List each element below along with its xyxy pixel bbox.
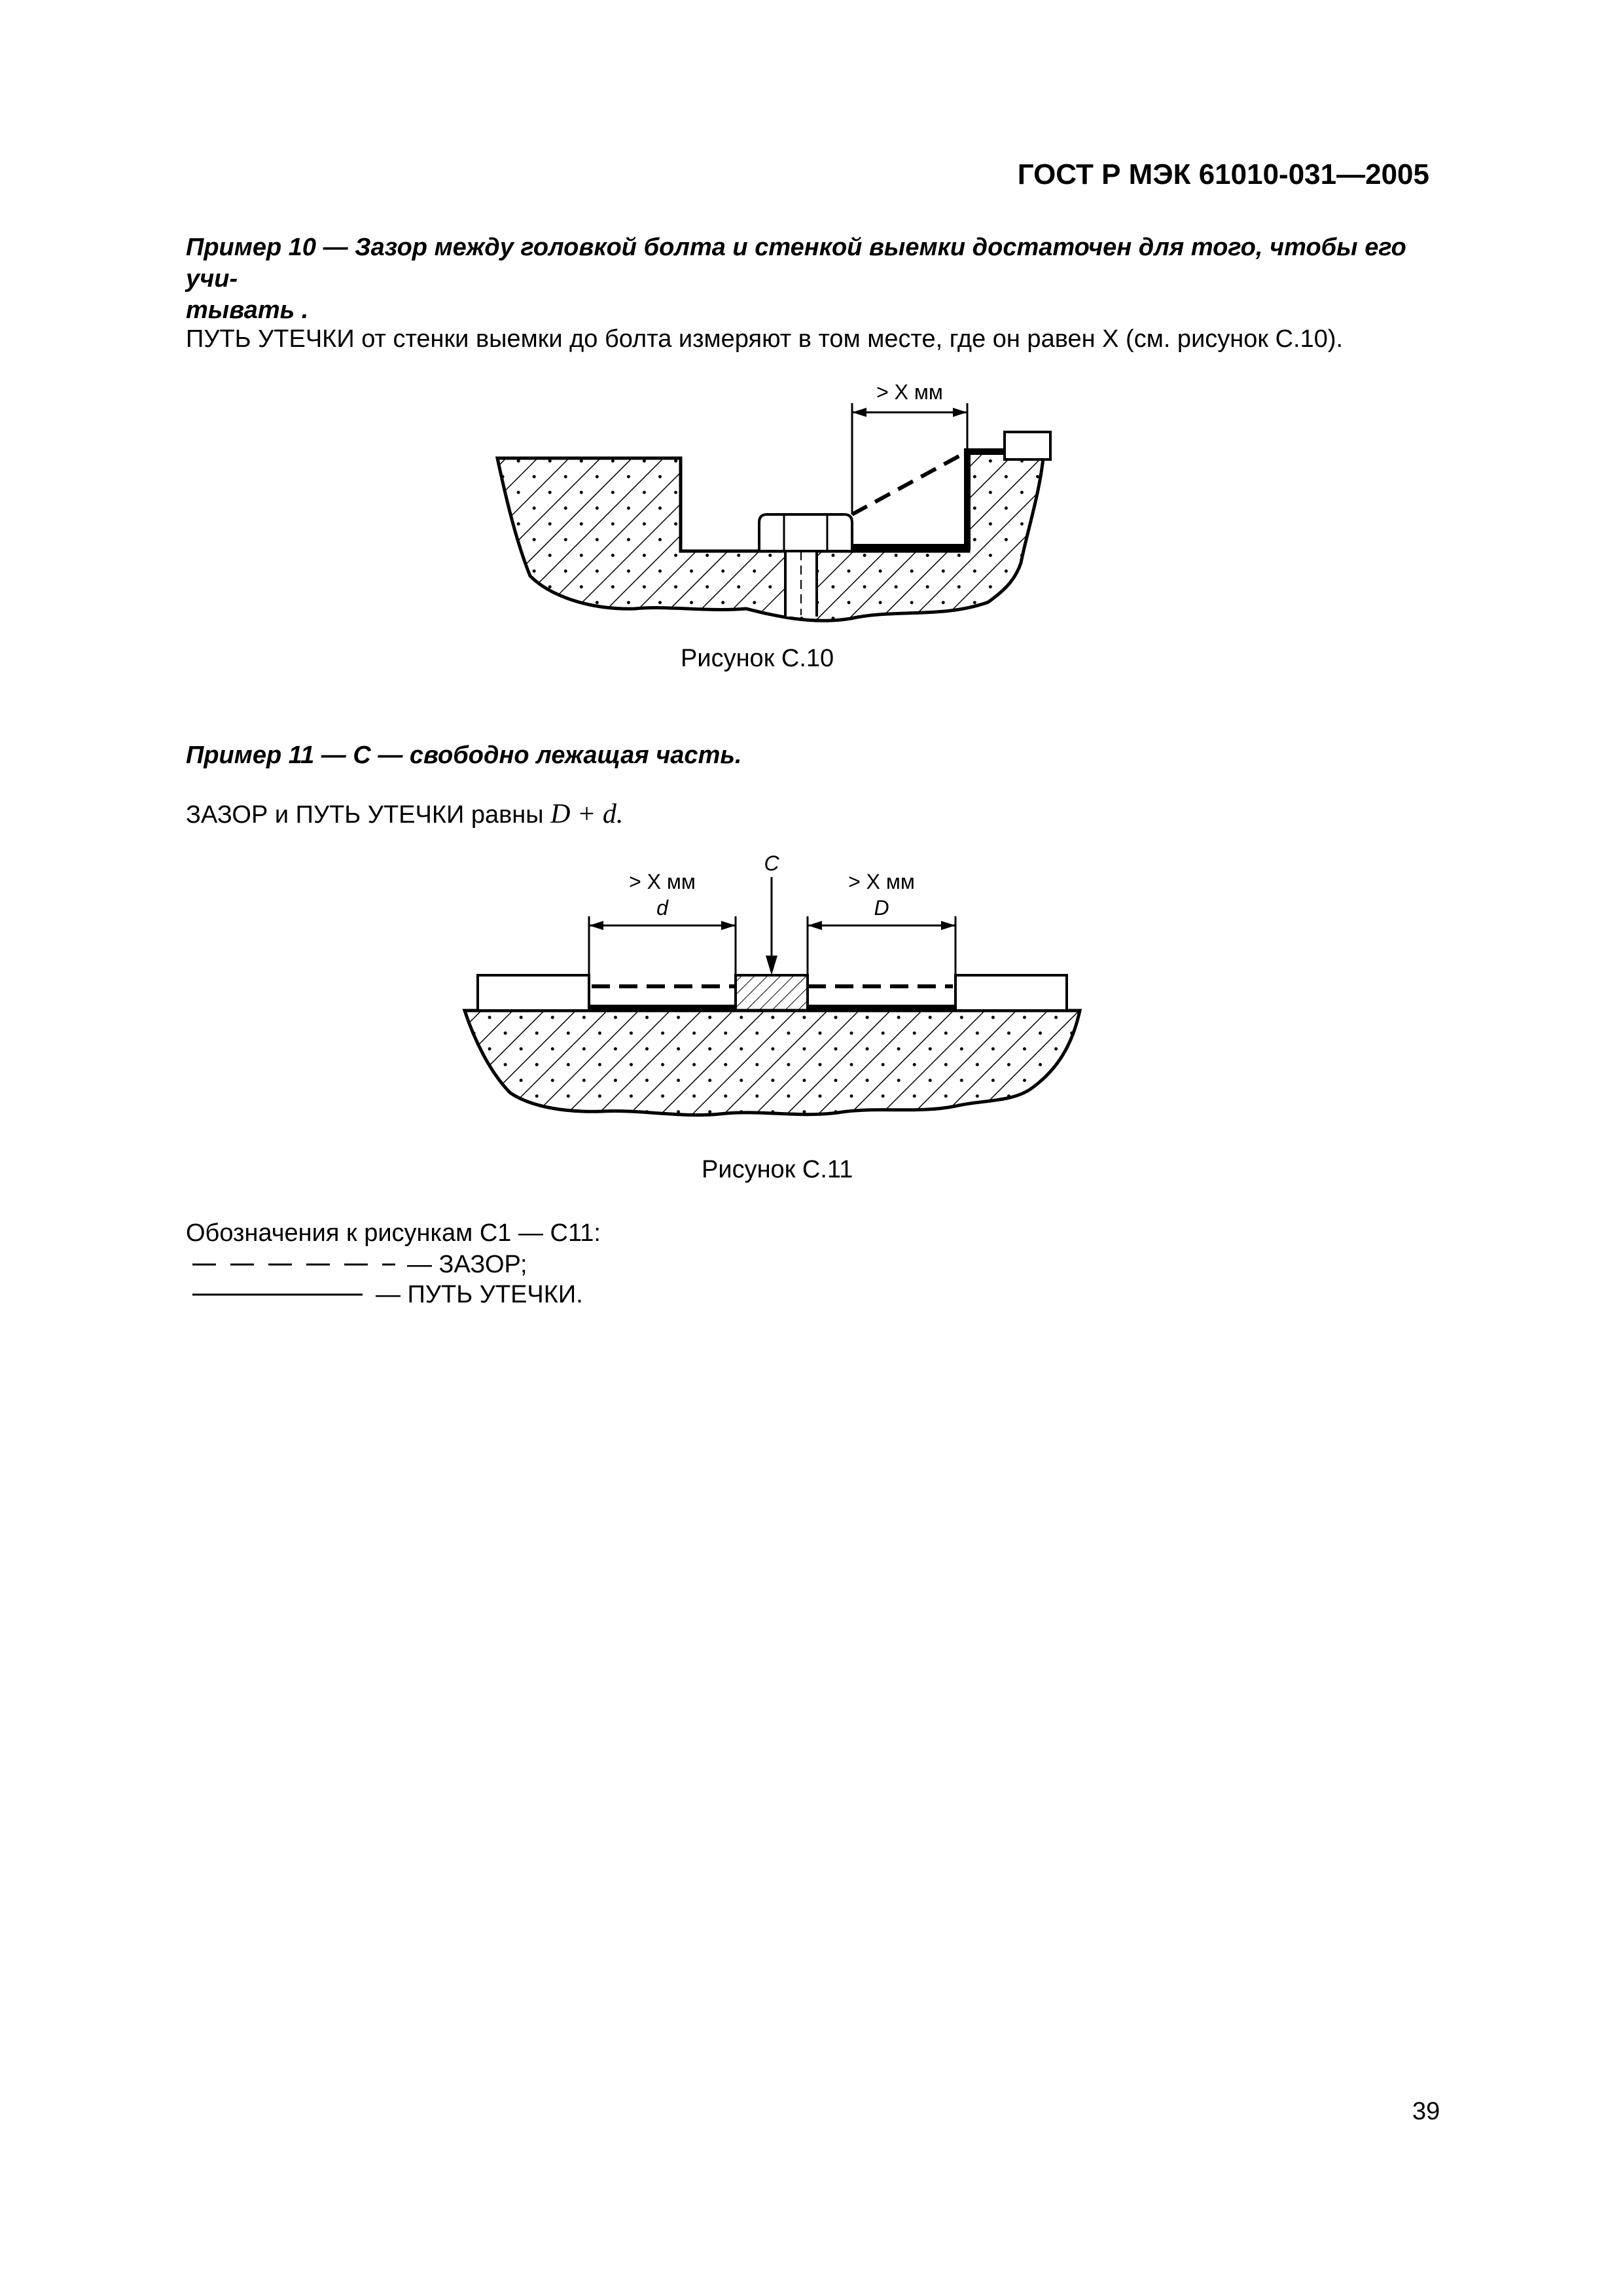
legend-title: Обозначения к рисункам С1 — С11: bbox=[186, 1219, 601, 1247]
c11-floating-part bbox=[736, 975, 808, 1011]
example-10-title-line1: Пример 10 — Зазор между головкой болта и стенкой выемки достаточен для того, чтобы его учи- bbox=[186, 234, 1406, 293]
example-11-title: Пример 11 — C — свободно лежащая часть. bbox=[186, 742, 742, 769]
c10-clearance-line bbox=[852, 452, 967, 514]
c10-dimension-label: > X мм bbox=[876, 380, 943, 404]
document-header: ГОСТ Р МЭК 61010-031—2005 bbox=[1017, 158, 1429, 190]
c11-right-plate bbox=[955, 975, 1067, 1011]
legend-creepage-label: — ПУТЬ УТЕЧКИ. bbox=[376, 1281, 583, 1308]
c11-label-c: C bbox=[764, 852, 779, 875]
example-10-text: ПУТЬ УТЕЧКИ от стенки выемки до болта измеряют в том месте, где он равен X (см. рисунок С.10). bbox=[186, 325, 1344, 353]
legend-dashed-line bbox=[192, 1258, 395, 1271]
legend-solid-line bbox=[192, 1288, 363, 1301]
legend-clearance-label: — ЗАЗОР; bbox=[407, 1251, 527, 1278]
example-11-text-prefix: ЗАЗОР и ПУТЬ УТЕЧКИ равны bbox=[186, 801, 551, 829]
figure-c10 bbox=[471, 367, 1099, 641]
legend-clearance bbox=[192, 1249, 527, 1280]
example-10-title bbox=[186, 232, 1442, 326]
legend-creepage bbox=[192, 1279, 583, 1310]
figure-c10-caption: Рисунок С.10 bbox=[681, 645, 834, 672]
c11-base-section bbox=[465, 1011, 1080, 1115]
example-11-formula: D + d. bbox=[550, 799, 624, 829]
page-number: 39 bbox=[1412, 2098, 1440, 2125]
example-11-text bbox=[186, 798, 623, 831]
c11-left-plate bbox=[478, 975, 589, 1011]
figure-c11 bbox=[458, 844, 1099, 1139]
c11-dim-left-var: d bbox=[656, 896, 668, 920]
c11-dim-right-var: D bbox=[874, 896, 889, 920]
c11-dim-left-label: > X мм bbox=[629, 870, 696, 893]
figure-c11-caption: Рисунок С.11 bbox=[702, 1156, 853, 1183]
c10-bolt-head bbox=[759, 514, 852, 551]
c10-cover-piece bbox=[1005, 432, 1050, 459]
c11-dim-right-label: > X мм bbox=[848, 870, 915, 893]
example-10-title-line2: тывать . bbox=[186, 296, 309, 324]
